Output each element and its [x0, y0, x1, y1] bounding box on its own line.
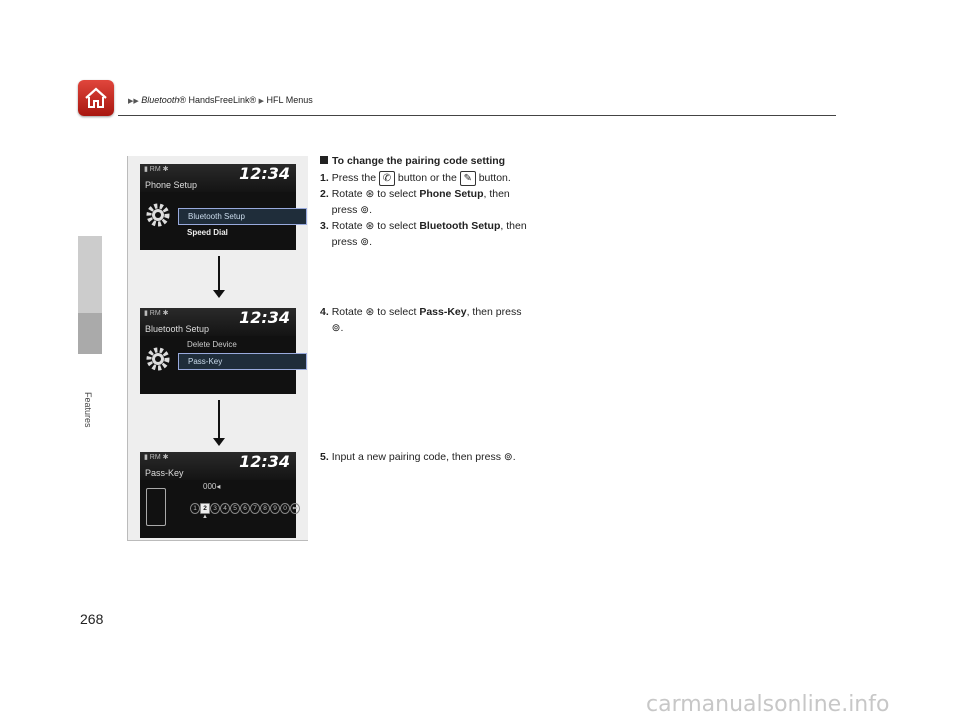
section-heading: To change the pairing code setting — [320, 155, 505, 167]
menu-item-bluetooth-setup[interactable]: Bluetooth Setup — [178, 208, 307, 225]
home-button[interactable] — [78, 80, 114, 116]
enter-press-icon: ⊚ — [503, 451, 513, 464]
digit-key[interactable]: 3 — [210, 503, 220, 514]
page-number: 268 — [80, 611, 104, 627]
bullet-square-icon — [320, 156, 328, 164]
breadcrumb — [128, 95, 313, 105]
home-icon — [83, 85, 109, 111]
digit-key[interactable]: 5 — [230, 503, 240, 514]
screen-pass-key — [140, 452, 296, 538]
breadcrumb-arrow-icon: ▶▶ — [128, 98, 139, 105]
enter-press-icon: ⊚ — [360, 236, 370, 249]
interface-dial-icon: ⊛ — [365, 220, 375, 233]
sidebar-tab-active[interactable] — [78, 313, 102, 354]
enter-press-icon: ⊚ — [360, 204, 370, 217]
illustration-panel — [127, 156, 308, 541]
phone-button-icon: ✆ — [379, 171, 395, 186]
step-2: 2. Rotate ⊛ to select Phone Setup, then press ⊚. — [320, 188, 510, 217]
interface-dial-icon: ⊛ — [365, 188, 375, 201]
pick-up-button-icon: ✎ — [460, 171, 476, 186]
gear-icon — [143, 344, 173, 374]
clock: 12:34 — [239, 452, 290, 471]
digit-key[interactable]: 0 — [280, 503, 290, 514]
step-4: 4. Rotate ⊛ to select Pass-Key, then press ⊚. — [320, 306, 522, 335]
menu-item-delete-device[interactable]: Delete Device — [187, 340, 237, 349]
enter-press-icon: ⊚ — [331, 322, 341, 335]
digit-key[interactable]: 4 — [220, 503, 230, 514]
digit-key[interactable]: 8 — [260, 503, 270, 514]
status-icons: ▮ RM ✱ — [144, 454, 169, 461]
status-icons: ▮ RM ✱ — [144, 166, 169, 173]
step-3: 3. Rotate ⊛ to select Bluetooth Setup, then press ⊚. — [320, 220, 527, 249]
flow-arrow — [218, 400, 220, 440]
flow-arrow — [218, 256, 220, 292]
watermark: carmanualsonline.info — [646, 692, 890, 717]
interface-dial-icon: ⊛ — [365, 306, 375, 319]
breadcrumb-suffix[interactable]: ® HandsFreeLink® — [179, 95, 257, 105]
step-1: 1. Press the ✆ button or the ✎ button. — [320, 172, 511, 184]
backspace-key[interactable]: ⬅ — [290, 503, 300, 514]
digit-keypad — [190, 503, 300, 514]
pairing-code-value: 000◂ — [203, 482, 221, 491]
screen-title: Phone Setup — [145, 180, 198, 190]
digit-key[interactable]: 9 — [270, 503, 280, 514]
screen-title: Bluetooth Setup — [145, 324, 210, 334]
status-icons: ▮ RM ✱ — [144, 310, 169, 317]
breadcrumb-link-bluetooth[interactable]: Bluetooth — [141, 95, 180, 105]
gear-icon — [143, 200, 173, 230]
header-divider — [118, 115, 836, 116]
clock: 12:34 — [239, 164, 290, 183]
menu-item-pass-key[interactable]: Pass-Key — [178, 353, 307, 370]
screen-title: Pass-Key — [145, 468, 184, 478]
screen-phone-setup — [140, 164, 296, 250]
digit-key-selected[interactable]: 2 — [200, 503, 210, 514]
cursor-caret-icon: ▲ — [202, 514, 208, 520]
phone-icon — [146, 488, 166, 526]
screen-bluetooth-setup — [140, 308, 296, 394]
menu-item-speed-dial[interactable]: Speed Dial — [187, 228, 228, 237]
digit-key[interactable]: 1 — [190, 503, 200, 514]
digit-key[interactable]: 7 — [250, 503, 260, 514]
breadcrumb-link-hfl-menus[interactable]: HFL Menus — [266, 95, 313, 105]
breadcrumb-arrow-icon: ▶ — [258, 98, 265, 105]
digit-key[interactable]: 6 — [240, 503, 250, 514]
sidebar-section-label: Features — [83, 392, 93, 428]
clock: 12:34 — [239, 308, 290, 327]
step-5: 5. Input a new pairing code, then press ⊚. — [320, 451, 516, 464]
